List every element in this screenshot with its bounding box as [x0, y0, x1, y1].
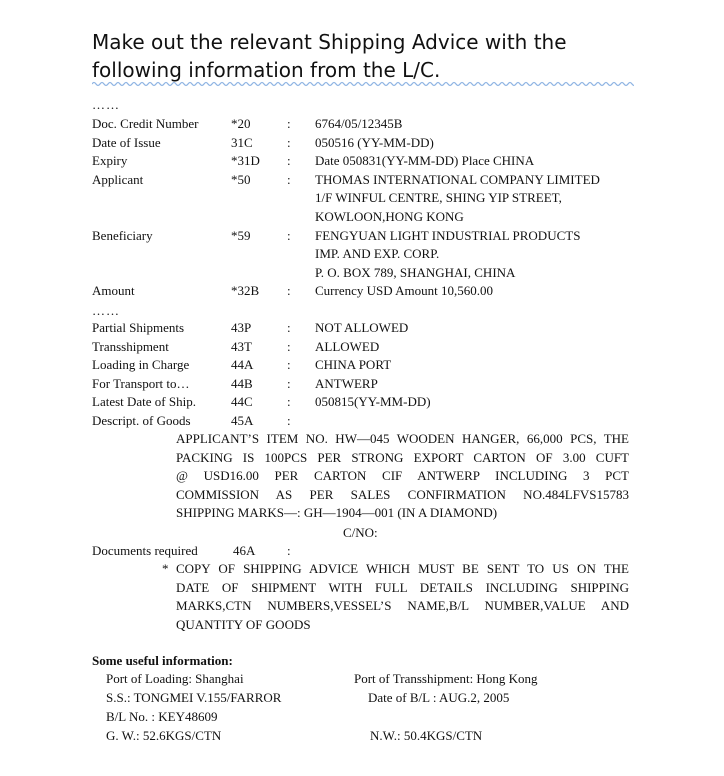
field-value: Currency USD Amount 10,560.00 — [315, 283, 494, 299]
useful-info-heading: Some useful information: — [92, 653, 233, 668]
field-label: Expiry — [92, 153, 128, 169]
documents-line: QUANTITY OF GOODS — [176, 616, 311, 632]
bl-date: Date of B/L : AUG.2, 2005 — [368, 690, 510, 705]
wavy-underline — [92, 80, 634, 88]
documents-tag: 46A — [233, 543, 256, 558]
title-line-2: following information from the L/C. — [92, 58, 441, 82]
field-colon: : — [287, 171, 291, 187]
title-line-1: Make out the relevant Shipping Advice with the — [92, 30, 567, 54]
documents-bullet: * — [162, 561, 169, 576]
goods-line: APPLICANT’S ITEM NO. HW—045 WOODEN HANGER, 66,000 PCS, THE — [176, 431, 629, 446]
ellipsis-mid: …… — [92, 303, 120, 318]
field-colon: : — [287, 116, 291, 131]
field-label: Descript. of Goods — [92, 413, 191, 428]
field-label: Doc. Credit Number — [92, 116, 199, 131]
gross-weight: G. W.: 52.6KGS/CTN — [106, 728, 222, 743]
carton-number-label: C/NO: — [343, 525, 378, 540]
port-of-loading: Port of Loading: Shanghai — [106, 671, 244, 686]
field-label: Applicant — [92, 171, 144, 187]
field-label: For Transport to… — [92, 375, 190, 391]
field-tag: 43T — [231, 338, 252, 354]
field-value: IMP. AND EXP. CORP. — [315, 246, 440, 262]
goods-line: SHIPPING MARKS—: GH—1904—001 (IN A DIAMOND) — [176, 505, 498, 521]
field-value: Date 050831(YY-MM-DD) Place CHINA — [315, 153, 535, 169]
field-colon: : — [287, 394, 291, 410]
goods-description — [176, 430, 629, 523]
field-label: Loading in Charge — [92, 357, 190, 373]
documents-line: COPY OF SHIPPING ADVICE WHICH MUST BE SENT TO US ON THE — [176, 561, 629, 576]
bl-number: B/L No. : KEY48609 — [106, 709, 218, 724]
field-value: NOT ALLOWED — [315, 320, 409, 335]
field-label: Latest Date of Ship. — [92, 394, 196, 410]
field-value: ALLOWED — [315, 338, 380, 354]
field-value: 1/F WINFUL CENTRE, SHING YIP STREET, — [315, 190, 562, 206]
field-label: Date of Issue — [92, 134, 161, 150]
field-colon: : — [287, 357, 291, 373]
field-colon: : — [287, 283, 291, 299]
field-colon: : — [287, 134, 291, 150]
field-tag: *20 — [231, 116, 251, 131]
field-value: P. O. BOX 789, SHANGHAI, CHINA — [315, 264, 516, 280]
goods-line: COMMISSION AS PER SALES CONFIRMATION NO.484LFVS15783 — [176, 486, 629, 502]
field-value: 050516 (YY-MM-DD) — [315, 134, 434, 150]
documents-line: DATE OF SHIPMENT WITH FULL DETAILS INCLUDING SHIPPING — [176, 579, 629, 595]
field-tag: 45A — [231, 413, 254, 428]
field-colon: : — [287, 227, 291, 243]
field-tag: 44A — [231, 357, 254, 373]
field-tag: *32B — [231, 283, 260, 299]
field-colon: : — [287, 320, 291, 335]
field-value: THOMAS INTERNATIONAL COMPANY LIMITED — [315, 171, 600, 187]
ellipsis-top: …… — [92, 97, 120, 112]
documents-required — [176, 560, 629, 634]
vessel-name: S.S.: TONGMEI V.155/FARROR — [106, 690, 282, 705]
port-of-transshipment: Port of Transshipment: Hong Kong — [354, 671, 538, 686]
field-value: CHINA PORT — [315, 357, 392, 373]
documents-colon: : — [287, 543, 291, 558]
field-tag: *59 — [231, 227, 251, 243]
field-value: KOWLOON,HONG KONG — [315, 209, 464, 224]
field-tag: 43P — [231, 320, 252, 335]
field-colon: : — [287, 375, 291, 391]
page-title — [92, 28, 634, 84]
field-tag: 31C — [231, 134, 253, 150]
net-weight: N.W.: 50.4KGS/CTN — [370, 728, 483, 743]
documents-line: MARKS,CTN NUMBERS,VESSEL’S NAME,B/L NUMBER,VALUE AND — [176, 598, 629, 614]
field-label: Amount — [92, 283, 135, 299]
goods-line: @ USD16.00 PER CARTON CIF ANTWERP INCLUDING 3 PCT — [176, 468, 629, 484]
field-value: 6764/05/12345B — [315, 116, 403, 131]
field-tag: *31D — [231, 153, 260, 169]
field-tag: 44B — [231, 375, 253, 391]
field-tag: 44C — [231, 394, 253, 410]
field-colon: : — [287, 413, 291, 428]
field-value: 050815(YY-MM-DD) — [315, 394, 431, 410]
field-value: ANTWERP — [315, 375, 378, 391]
field-label: Beneficiary — [92, 227, 153, 243]
field-label: Partial Shipments — [92, 320, 185, 335]
goods-line: PACKING IS 100PCS PER STRONG EXPORT CARTON OF 3.00 CUFT — [176, 449, 629, 465]
field-tag: *50 — [231, 171, 251, 187]
field-colon: : — [287, 338, 291, 354]
field-value: FENGYUAN LIGHT INDUSTRIAL PRODUCTS — [315, 227, 581, 243]
field-colon: : — [287, 153, 291, 169]
field-label: Transshipment — [92, 338, 169, 354]
documents-label: Documents required — [92, 543, 198, 558]
